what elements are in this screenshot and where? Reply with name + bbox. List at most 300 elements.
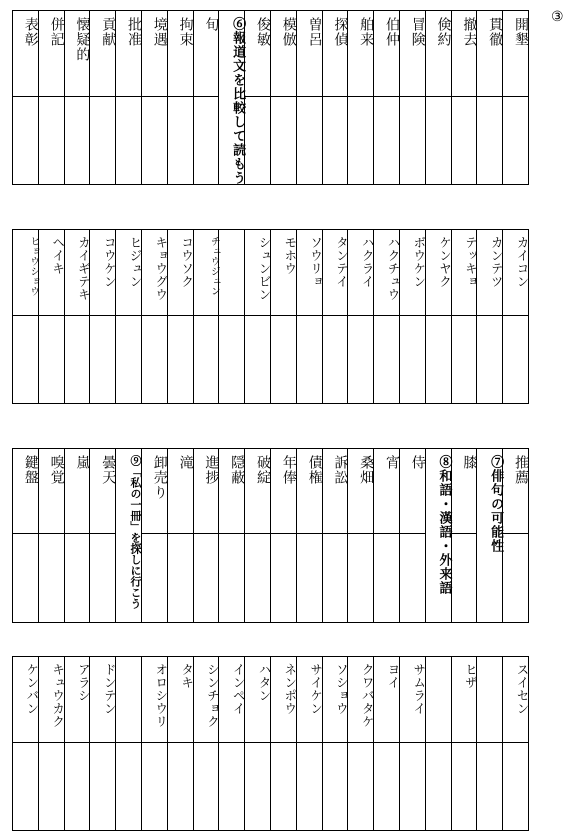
katakana-grid-1 xyxy=(12,229,529,404)
katakana-reading: モホウ xyxy=(282,236,298,275)
prompt-cell xyxy=(90,449,115,534)
katakana-reading: ヒョウショウ xyxy=(27,236,39,296)
kanji-word: 併記 xyxy=(48,17,65,47)
kanji-word: 隠蔽 xyxy=(229,455,246,485)
answer-cell[interactable] xyxy=(168,97,193,184)
kana-column xyxy=(503,230,529,403)
kanji-word: 宵 xyxy=(383,455,400,470)
kana-column xyxy=(168,657,194,830)
katakana-grid-2 xyxy=(12,656,529,831)
answer-cell[interactable] xyxy=(503,743,528,830)
kanji-column xyxy=(452,11,478,184)
prompt-cell xyxy=(323,11,348,97)
kanji-column xyxy=(168,449,194,622)
kanji-word: 冒険 xyxy=(409,17,426,47)
prompt-cell xyxy=(142,449,167,534)
answer-cell[interactable] xyxy=(477,743,502,830)
answer-cell[interactable] xyxy=(194,534,219,622)
answer-cell[interactable] xyxy=(39,743,64,830)
kana-column xyxy=(142,230,168,403)
kana-column xyxy=(348,230,374,403)
answer-cell[interactable] xyxy=(426,743,451,830)
katakana-reading: ハタン xyxy=(256,663,272,702)
kanji-column xyxy=(142,11,168,184)
kanji-word: 模倣 xyxy=(280,17,297,47)
katakana-reading: ヒジュン xyxy=(127,236,143,288)
answer-cell[interactable] xyxy=(271,97,296,184)
answer-cell[interactable] xyxy=(400,316,425,403)
prompt-cell xyxy=(452,449,477,534)
answer-cell[interactable] xyxy=(297,743,322,830)
kana-column xyxy=(39,230,65,403)
kanji-column xyxy=(194,11,220,184)
answer-cell[interactable] xyxy=(65,743,90,830)
kanji-column xyxy=(194,449,220,622)
prompt-cell xyxy=(400,230,425,316)
kana-column xyxy=(245,657,271,830)
kanji-word: 境遇 xyxy=(151,17,168,47)
answer-cell[interactable] xyxy=(245,743,270,830)
section-heading: ⑦俳句の可能性 xyxy=(488,455,504,553)
kanji-column xyxy=(477,11,503,184)
kana-column xyxy=(90,230,116,403)
kanji-column xyxy=(168,11,194,184)
answer-cell[interactable] xyxy=(426,97,451,184)
prompt-cell xyxy=(503,657,528,743)
kanji-column xyxy=(116,11,142,184)
kana-column xyxy=(39,657,65,830)
kanji-column xyxy=(39,11,65,184)
kana-column xyxy=(452,657,478,830)
answer-cell[interactable] xyxy=(271,743,296,830)
kanji-column xyxy=(503,449,529,622)
answer-cell[interactable] xyxy=(503,534,528,622)
prompt-cell xyxy=(142,657,167,743)
prompt-cell xyxy=(297,449,322,534)
answer-cell[interactable] xyxy=(374,743,399,830)
prompt-cell xyxy=(452,230,477,316)
prompt-cell xyxy=(116,11,141,97)
section-heading-cell xyxy=(426,449,451,622)
prompt-cell xyxy=(348,657,376,743)
answer-cell[interactable] xyxy=(65,316,90,403)
page-number-marker: ③ xyxy=(551,9,564,25)
kanji-column xyxy=(245,449,271,622)
katakana-reading: カイギテキ xyxy=(76,236,92,301)
kanji-word: 訴訟 xyxy=(332,455,349,485)
kana-column xyxy=(374,230,400,403)
kanji-column xyxy=(400,11,426,184)
prompt-cell xyxy=(116,657,141,743)
kana-column xyxy=(219,230,245,403)
answer-cell[interactable] xyxy=(271,316,296,403)
kanji-column xyxy=(39,449,65,622)
kanji-word: 破綻 xyxy=(254,455,271,485)
kanji-word: 開墾 xyxy=(512,17,529,47)
kana-column xyxy=(297,657,323,830)
section-heading-cell xyxy=(477,449,502,622)
prompt-cell xyxy=(271,11,296,97)
kanji-word: 旬 xyxy=(203,17,220,32)
prompt-cell xyxy=(65,657,90,743)
answer-cell[interactable] xyxy=(297,534,322,622)
katakana-reading: オロシウリ xyxy=(153,663,169,728)
katakana-reading: シンチョク xyxy=(205,663,221,728)
kanji-word: 貢献 xyxy=(100,17,117,47)
answer-cell[interactable] xyxy=(477,97,502,184)
kana-column xyxy=(168,230,194,403)
kana-column xyxy=(477,657,503,830)
prompt-cell xyxy=(219,230,244,316)
kana-column xyxy=(245,230,271,403)
answer-cell[interactable] xyxy=(90,97,115,184)
katakana-reading: ネンポウ xyxy=(282,663,298,715)
answer-cell[interactable] xyxy=(13,316,38,403)
prompt-cell xyxy=(477,230,505,316)
kanji-word: 批准 xyxy=(125,17,142,47)
kana-column xyxy=(194,657,220,830)
kana-column xyxy=(271,230,297,403)
kanji-column xyxy=(426,449,452,622)
prompt-cell xyxy=(219,657,247,743)
prompt-cell xyxy=(245,11,270,97)
answer-cell[interactable] xyxy=(90,316,115,403)
kana-column xyxy=(297,230,323,403)
katakana-reading: ハクライ xyxy=(360,236,376,288)
katakana-reading: ソウリョ xyxy=(308,236,324,288)
kanji-column xyxy=(400,449,426,622)
kanji-word: 貫徹 xyxy=(487,17,504,47)
prompt-cell xyxy=(194,449,219,534)
kana-column xyxy=(374,657,400,830)
answer-cell[interactable] xyxy=(477,316,502,403)
katakana-reading: アラシ xyxy=(76,663,92,702)
prompt-cell xyxy=(90,230,118,316)
katakana-reading: コウソク xyxy=(179,236,195,288)
prompt-cell xyxy=(13,657,38,743)
prompt-cell xyxy=(452,657,477,743)
kana-column xyxy=(13,657,39,830)
prompt-cell xyxy=(65,230,90,316)
answer-cell[interactable] xyxy=(116,743,141,830)
kanji-column xyxy=(374,449,400,622)
prompt-cell xyxy=(297,11,322,97)
prompt-cell xyxy=(116,230,141,316)
kanji-word: 侍 xyxy=(409,455,426,470)
kanji-word: 俊敏 xyxy=(254,17,271,47)
prompt-cell xyxy=(194,230,219,316)
answer-cell[interactable] xyxy=(219,743,244,830)
answer-cell[interactable] xyxy=(374,534,399,622)
kanji-column xyxy=(323,449,349,622)
answer-cell[interactable] xyxy=(297,316,322,403)
answer-cell[interactable] xyxy=(245,316,270,403)
prompt-cell xyxy=(271,230,296,316)
prompt-cell xyxy=(374,230,399,316)
kanji-word: 鍵盤 xyxy=(22,455,39,485)
kanji-column xyxy=(477,449,503,622)
prompt-cell xyxy=(503,11,528,97)
prompt-cell xyxy=(245,657,270,743)
answer-cell[interactable] xyxy=(452,743,477,830)
kana-column xyxy=(503,657,529,830)
answer-cell[interactable] xyxy=(168,743,193,830)
section-heading-cell xyxy=(219,11,244,184)
katakana-reading: ヨイ xyxy=(385,663,401,689)
kanji-word: 倹約 xyxy=(435,17,452,47)
answer-cell[interactable] xyxy=(168,534,193,622)
prompt-cell xyxy=(65,449,90,534)
prompt-cell xyxy=(348,230,376,316)
answer-cell[interactable] xyxy=(323,534,348,622)
answer-cell[interactable] xyxy=(348,316,373,403)
answer-cell[interactable] xyxy=(116,97,141,184)
prompt-cell xyxy=(168,657,193,743)
kanji-word: 年俸 xyxy=(280,455,297,485)
prompt-cell xyxy=(13,449,38,534)
prompt-cell xyxy=(297,230,322,316)
answer-cell[interactable] xyxy=(13,97,38,184)
answer-cell[interactable] xyxy=(194,743,219,830)
answer-cell[interactable] xyxy=(168,316,193,403)
answer-cell[interactable] xyxy=(452,97,477,184)
kana-column xyxy=(194,230,220,403)
answer-cell[interactable] xyxy=(374,316,399,403)
prompt-cell xyxy=(323,449,348,534)
prompt-cell xyxy=(13,230,38,316)
kana-column xyxy=(65,657,91,830)
kanji-column xyxy=(297,11,323,184)
answer-cell[interactable] xyxy=(90,534,115,622)
prompt-cell xyxy=(168,449,193,534)
answer-cell[interactable] xyxy=(142,316,167,403)
kanji-word: 撤去 xyxy=(461,17,478,47)
kana-column xyxy=(477,230,503,403)
kanji-column xyxy=(142,449,168,622)
prompt-cell xyxy=(271,657,296,743)
kana-column xyxy=(400,230,426,403)
kanji-word: 債権 xyxy=(306,455,323,485)
kana-column xyxy=(452,230,478,403)
kanji-word: 曽呂 xyxy=(306,17,323,47)
prompt-cell xyxy=(245,449,270,534)
prompt-cell xyxy=(245,230,270,316)
kanji-word: 表彰 xyxy=(22,17,39,47)
kanji-word: 舶来 xyxy=(358,17,375,47)
kanji-word: 嗅覚 xyxy=(48,455,65,485)
answer-cell[interactable] xyxy=(116,316,141,403)
kana-column xyxy=(13,230,39,403)
prompt-cell xyxy=(297,657,322,743)
answer-cell[interactable] xyxy=(142,97,167,184)
katakana-reading: ソショウ xyxy=(334,663,350,715)
kana-column xyxy=(348,657,374,830)
katakana-reading: キョウグウ xyxy=(153,236,169,301)
prompt-cell xyxy=(452,11,477,97)
kana-column xyxy=(323,230,349,403)
answer-cell[interactable] xyxy=(426,316,451,403)
answer-cell[interactable] xyxy=(348,743,373,830)
kanji-column xyxy=(219,449,245,622)
kanji-word: 曇天 xyxy=(100,455,117,485)
answer-cell[interactable] xyxy=(348,97,373,184)
answer-cell[interactable] xyxy=(503,97,528,184)
katakana-reading: コウケン xyxy=(102,236,118,288)
prompt-cell xyxy=(39,230,64,316)
katakana-reading: ボウケン xyxy=(411,236,427,288)
katakana-reading: ケンヤク xyxy=(437,236,453,288)
katakana-reading: ケンバン xyxy=(24,663,40,715)
kanji-word: 嵐 xyxy=(74,455,91,470)
katakana-reading: チュウジュン xyxy=(208,236,220,296)
prompt-cell xyxy=(374,449,399,534)
kana-column xyxy=(219,657,245,830)
kanji-column xyxy=(116,449,142,622)
prompt-cell xyxy=(39,657,64,743)
section-heading: ⑥報道文を比較して読もう xyxy=(230,17,246,185)
kana-column xyxy=(271,657,297,830)
katakana-reading: カンテツ xyxy=(489,236,505,288)
answer-cell[interactable] xyxy=(503,316,528,403)
katakana-reading: スイセン xyxy=(514,663,530,715)
kana-column xyxy=(400,657,426,830)
kana-column xyxy=(426,230,452,403)
prompt-cell xyxy=(477,11,502,97)
kanji-column xyxy=(271,11,297,184)
prompt-cell xyxy=(271,449,296,534)
answer-cell[interactable] xyxy=(65,534,90,622)
answer-cell[interactable] xyxy=(271,534,296,622)
prompt-cell xyxy=(477,657,502,743)
prompt-cell xyxy=(39,11,64,97)
section-heading: ⑨「私の一冊」を探しに行こう xyxy=(128,455,142,609)
answer-cell[interactable] xyxy=(219,316,244,403)
answer-cell[interactable] xyxy=(400,97,425,184)
prompt-cell xyxy=(426,11,451,97)
prompt-cell xyxy=(503,230,528,316)
section-heading-cell xyxy=(116,449,141,622)
answer-cell[interactable] xyxy=(245,534,270,622)
kanji-column xyxy=(503,11,529,184)
prompt-cell xyxy=(400,449,425,534)
kanji-word: 滝 xyxy=(177,455,194,470)
prompt-cell xyxy=(39,449,64,534)
kana-column xyxy=(323,657,349,830)
katakana-reading: インペイ xyxy=(231,663,247,715)
kanji-word: 膝 xyxy=(461,455,478,470)
answer-cell[interactable] xyxy=(323,97,348,184)
kanji-column xyxy=(374,11,400,184)
katakana-reading: ドンテン xyxy=(102,663,118,715)
kanji-word: 拘束 xyxy=(177,17,194,47)
answer-cell[interactable] xyxy=(194,316,219,403)
prompt-cell xyxy=(90,657,118,743)
kanji-column xyxy=(323,11,349,184)
answer-cell[interactable] xyxy=(452,534,477,622)
kanji-grid-2 xyxy=(12,448,529,623)
kanji-word: 進捗 xyxy=(203,455,220,485)
kana-column xyxy=(90,657,116,830)
kanji-column xyxy=(297,449,323,622)
prompt-cell xyxy=(323,230,348,316)
answer-cell[interactable] xyxy=(65,97,90,184)
katakana-reading: サイケン xyxy=(308,663,324,715)
answer-cell[interactable] xyxy=(90,743,115,830)
answer-cell[interactable] xyxy=(39,97,64,184)
kanji-column xyxy=(219,11,245,184)
answer-cell[interactable] xyxy=(323,743,348,830)
katakana-reading: サムライ xyxy=(411,663,427,715)
prompt-cell xyxy=(503,449,528,534)
kanji-column xyxy=(271,449,297,622)
kanji-word: 伯仲 xyxy=(383,17,400,47)
kanji-column xyxy=(13,11,39,184)
answer-cell[interactable] xyxy=(374,97,399,184)
kanji-word: 桑畑 xyxy=(358,455,375,485)
katakana-reading: ヘイキ xyxy=(50,236,66,275)
answer-cell[interactable] xyxy=(39,534,64,622)
section-heading: ⑧和語・漢語・外来語 xyxy=(436,455,452,595)
answer-cell[interactable] xyxy=(400,743,425,830)
answer-cell[interactable] xyxy=(452,316,477,403)
answer-cell[interactable] xyxy=(13,743,38,830)
prompt-cell xyxy=(323,657,348,743)
answer-cell[interactable] xyxy=(245,97,270,184)
prompt-cell xyxy=(168,11,193,97)
prompt-cell xyxy=(13,11,38,97)
answer-cell[interactable] xyxy=(400,534,425,622)
kana-column xyxy=(116,657,142,830)
answer-cell[interactable] xyxy=(142,743,167,830)
kanji-column xyxy=(245,11,271,184)
prompt-cell xyxy=(219,449,244,534)
katakana-reading: ヒザ xyxy=(463,663,479,689)
prompt-cell xyxy=(168,230,193,316)
answer-cell[interactable] xyxy=(323,316,348,403)
kana-column xyxy=(116,230,142,403)
prompt-cell xyxy=(374,657,399,743)
answer-cell[interactable] xyxy=(348,534,373,622)
answer-cell[interactable] xyxy=(219,534,244,622)
kanji-word: 探偵 xyxy=(332,17,349,47)
prompt-cell xyxy=(348,449,373,534)
kanji-grid-1 xyxy=(12,10,529,185)
kanji-word: 懐疑的 xyxy=(74,17,91,62)
kanji-column xyxy=(348,449,374,622)
prompt-cell xyxy=(194,11,219,97)
kanji-column xyxy=(348,11,374,184)
answer-cell[interactable] xyxy=(39,316,64,403)
katakana-reading: カイコン xyxy=(514,236,530,288)
kana-column xyxy=(142,657,168,830)
prompt-cell xyxy=(65,11,90,97)
kanji-word: 推薦 xyxy=(512,455,529,485)
kanji-word: 卸売り xyxy=(151,455,168,500)
kanji-column xyxy=(65,11,91,184)
prompt-cell xyxy=(426,657,451,743)
prompt-cell xyxy=(400,11,425,97)
katakana-reading: タキ xyxy=(179,663,195,689)
answer-cell[interactable] xyxy=(194,97,219,184)
kanji-column xyxy=(90,11,116,184)
prompt-cell xyxy=(348,11,373,97)
kanji-column xyxy=(452,449,478,622)
answer-cell[interactable] xyxy=(142,534,167,622)
answer-cell[interactable] xyxy=(13,534,38,622)
answer-cell[interactable] xyxy=(297,97,322,184)
prompt-cell xyxy=(90,11,115,97)
prompt-cell xyxy=(142,11,167,97)
